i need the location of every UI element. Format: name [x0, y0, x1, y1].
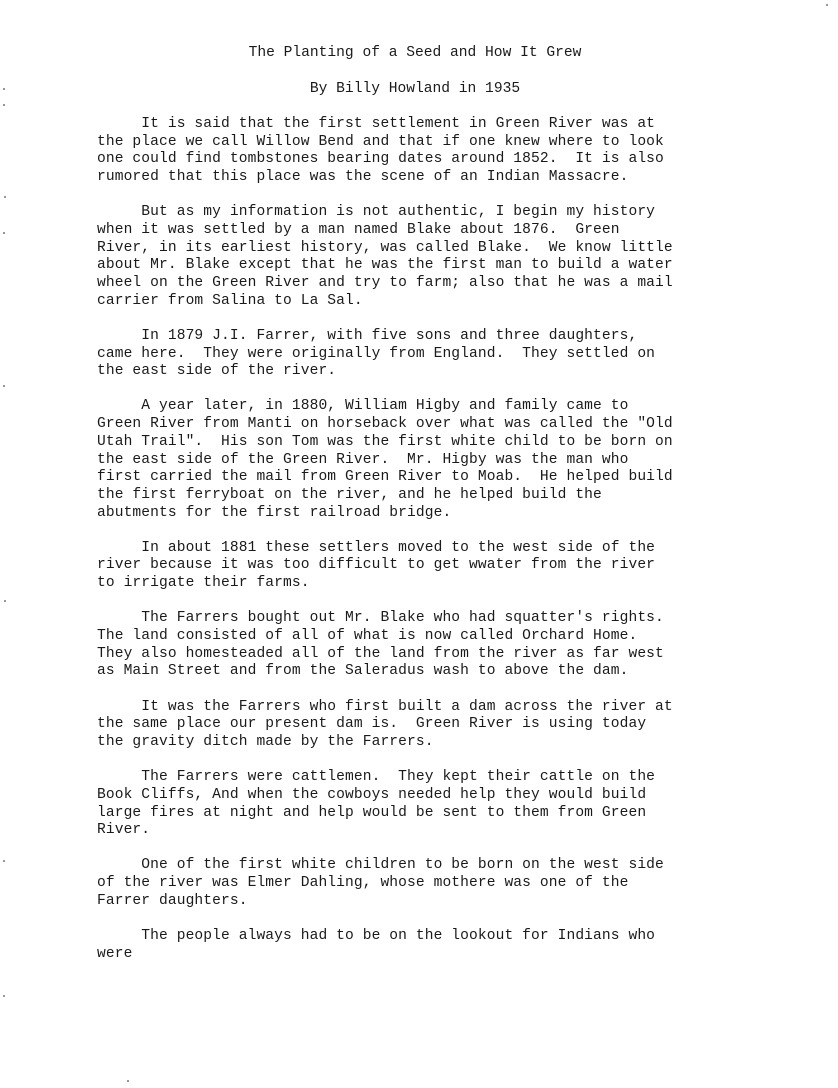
text-line: when it was settled by a man named Blake about 1876. Green — [97, 221, 620, 238]
text-line: carrier from Salina to La Sal. — [97, 292, 363, 309]
paragraph — [97, 699, 827, 752]
text-line: In 1879 J.I. Farrer, with five sons and three daughters, — [97, 327, 638, 344]
text-line: the east side of the river. — [97, 363, 337, 380]
text-line: River. — [97, 822, 151, 839]
text-line: The land consisted of all of what is now called Orchard Home. — [97, 628, 638, 644]
paragraph — [97, 116, 827, 187]
text-line: A year later, in 1880, William Higby and family came to — [97, 398, 629, 415]
document-body — [97, 116, 827, 981]
text-line: of the river was Elmer Dahling, whose mothere was one of the — [97, 875, 629, 892]
text-line: the first ferryboat on the river, and he helped build the — [97, 486, 602, 503]
text-line: about Mr. Blake except that he was the first man to build a water — [97, 257, 673, 274]
paragraph — [97, 769, 827, 840]
text-line: The people always had to be on the lookout for Indians who — [97, 927, 656, 944]
paragraph — [97, 928, 827, 963]
document-title: The Planting of a Seed and How It Grew — [248, 45, 582, 61]
text-line: In about 1881 these settlers moved to the west side of the — [97, 539, 656, 556]
text-line: One of the first white children to be born on the west side — [97, 857, 664, 874]
paragraph — [97, 398, 827, 522]
text-line: first carried the mail from Green River to Moab. He helped build — [97, 469, 673, 486]
scan-speck — [3, 860, 5, 862]
text-line: abutments for the first railroad bridge. — [97, 504, 452, 521]
paragraph — [97, 204, 827, 310]
text-line: came here. They were originally from England. They settled on — [97, 345, 656, 362]
paragraph — [97, 610, 827, 681]
scan-speck — [3, 232, 5, 234]
scan-speck — [3, 995, 5, 997]
text-line: Green River from Manti on horseback over what was called the "Old — [97, 416, 673, 433]
text-line: Farrer daughters. — [97, 892, 248, 909]
text-line: river because it was too difficult to get wwater from the river — [97, 557, 656, 574]
scan-speck — [3, 385, 5, 387]
scan-speck — [3, 88, 5, 90]
paragraph — [97, 540, 827, 593]
text-line: one could find tombstones bearing dates around 1852. It is also — [97, 151, 664, 168]
text-line: large fires at night and help would be sent to them from Green — [97, 804, 647, 821]
text-line: rumored that this place was the scene of an Indian Massacre. — [97, 169, 629, 186]
text-line: Utah Trail". His son Tom was the first white child to be born on — [97, 433, 673, 450]
paragraph — [97, 328, 827, 381]
text-line: the gravity ditch made by the Farrers. — [97, 733, 434, 750]
paragraph — [97, 857, 827, 910]
text-line: the east side of the Green River. Mr. Higby was the man who — [97, 451, 629, 468]
scan-speck — [127, 1080, 129, 1082]
scan-speck — [826, 4, 828, 6]
text-line: It was the Farrers who first built a dam across the river at — [97, 698, 673, 715]
document-byline: By Billy Howland in 1935 — [309, 81, 521, 97]
text-line: But as my information is not authentic, I begin my history — [97, 204, 656, 221]
text-line: Book Cliffs, And when the cowboys needed help they would build — [97, 786, 647, 803]
text-line: wheel on the Green River and try to farm; also that he was a mail — [97, 275, 673, 291]
scan-speck — [4, 196, 6, 198]
text-line: as Main Street and from the Saleradus wash to above the dam. — [97, 663, 629, 680]
scan-speck — [4, 600, 6, 602]
scan-speck — [3, 104, 5, 106]
text-line: It is said that the first settlement in Green River was at — [97, 116, 656, 132]
text-line: The Farrers were cattlemen. They kept their cattle on the — [97, 769, 656, 786]
text-line: to irrigate their farms. — [97, 575, 310, 592]
text-line: They also homesteaded all of the land from the river as far west — [97, 645, 664, 662]
text-line: were — [97, 945, 133, 962]
text-line: the place we call Willow Bend and that if one knew where to look — [97, 133, 664, 150]
text-line: River, in its earliest history, was called Blake. We know little — [97, 239, 673, 256]
text-line: the same place our present dam is. Green River is using today — [97, 716, 647, 733]
text-line: The Farrers bought out Mr. Blake who had squatter's rights. — [97, 610, 664, 627]
